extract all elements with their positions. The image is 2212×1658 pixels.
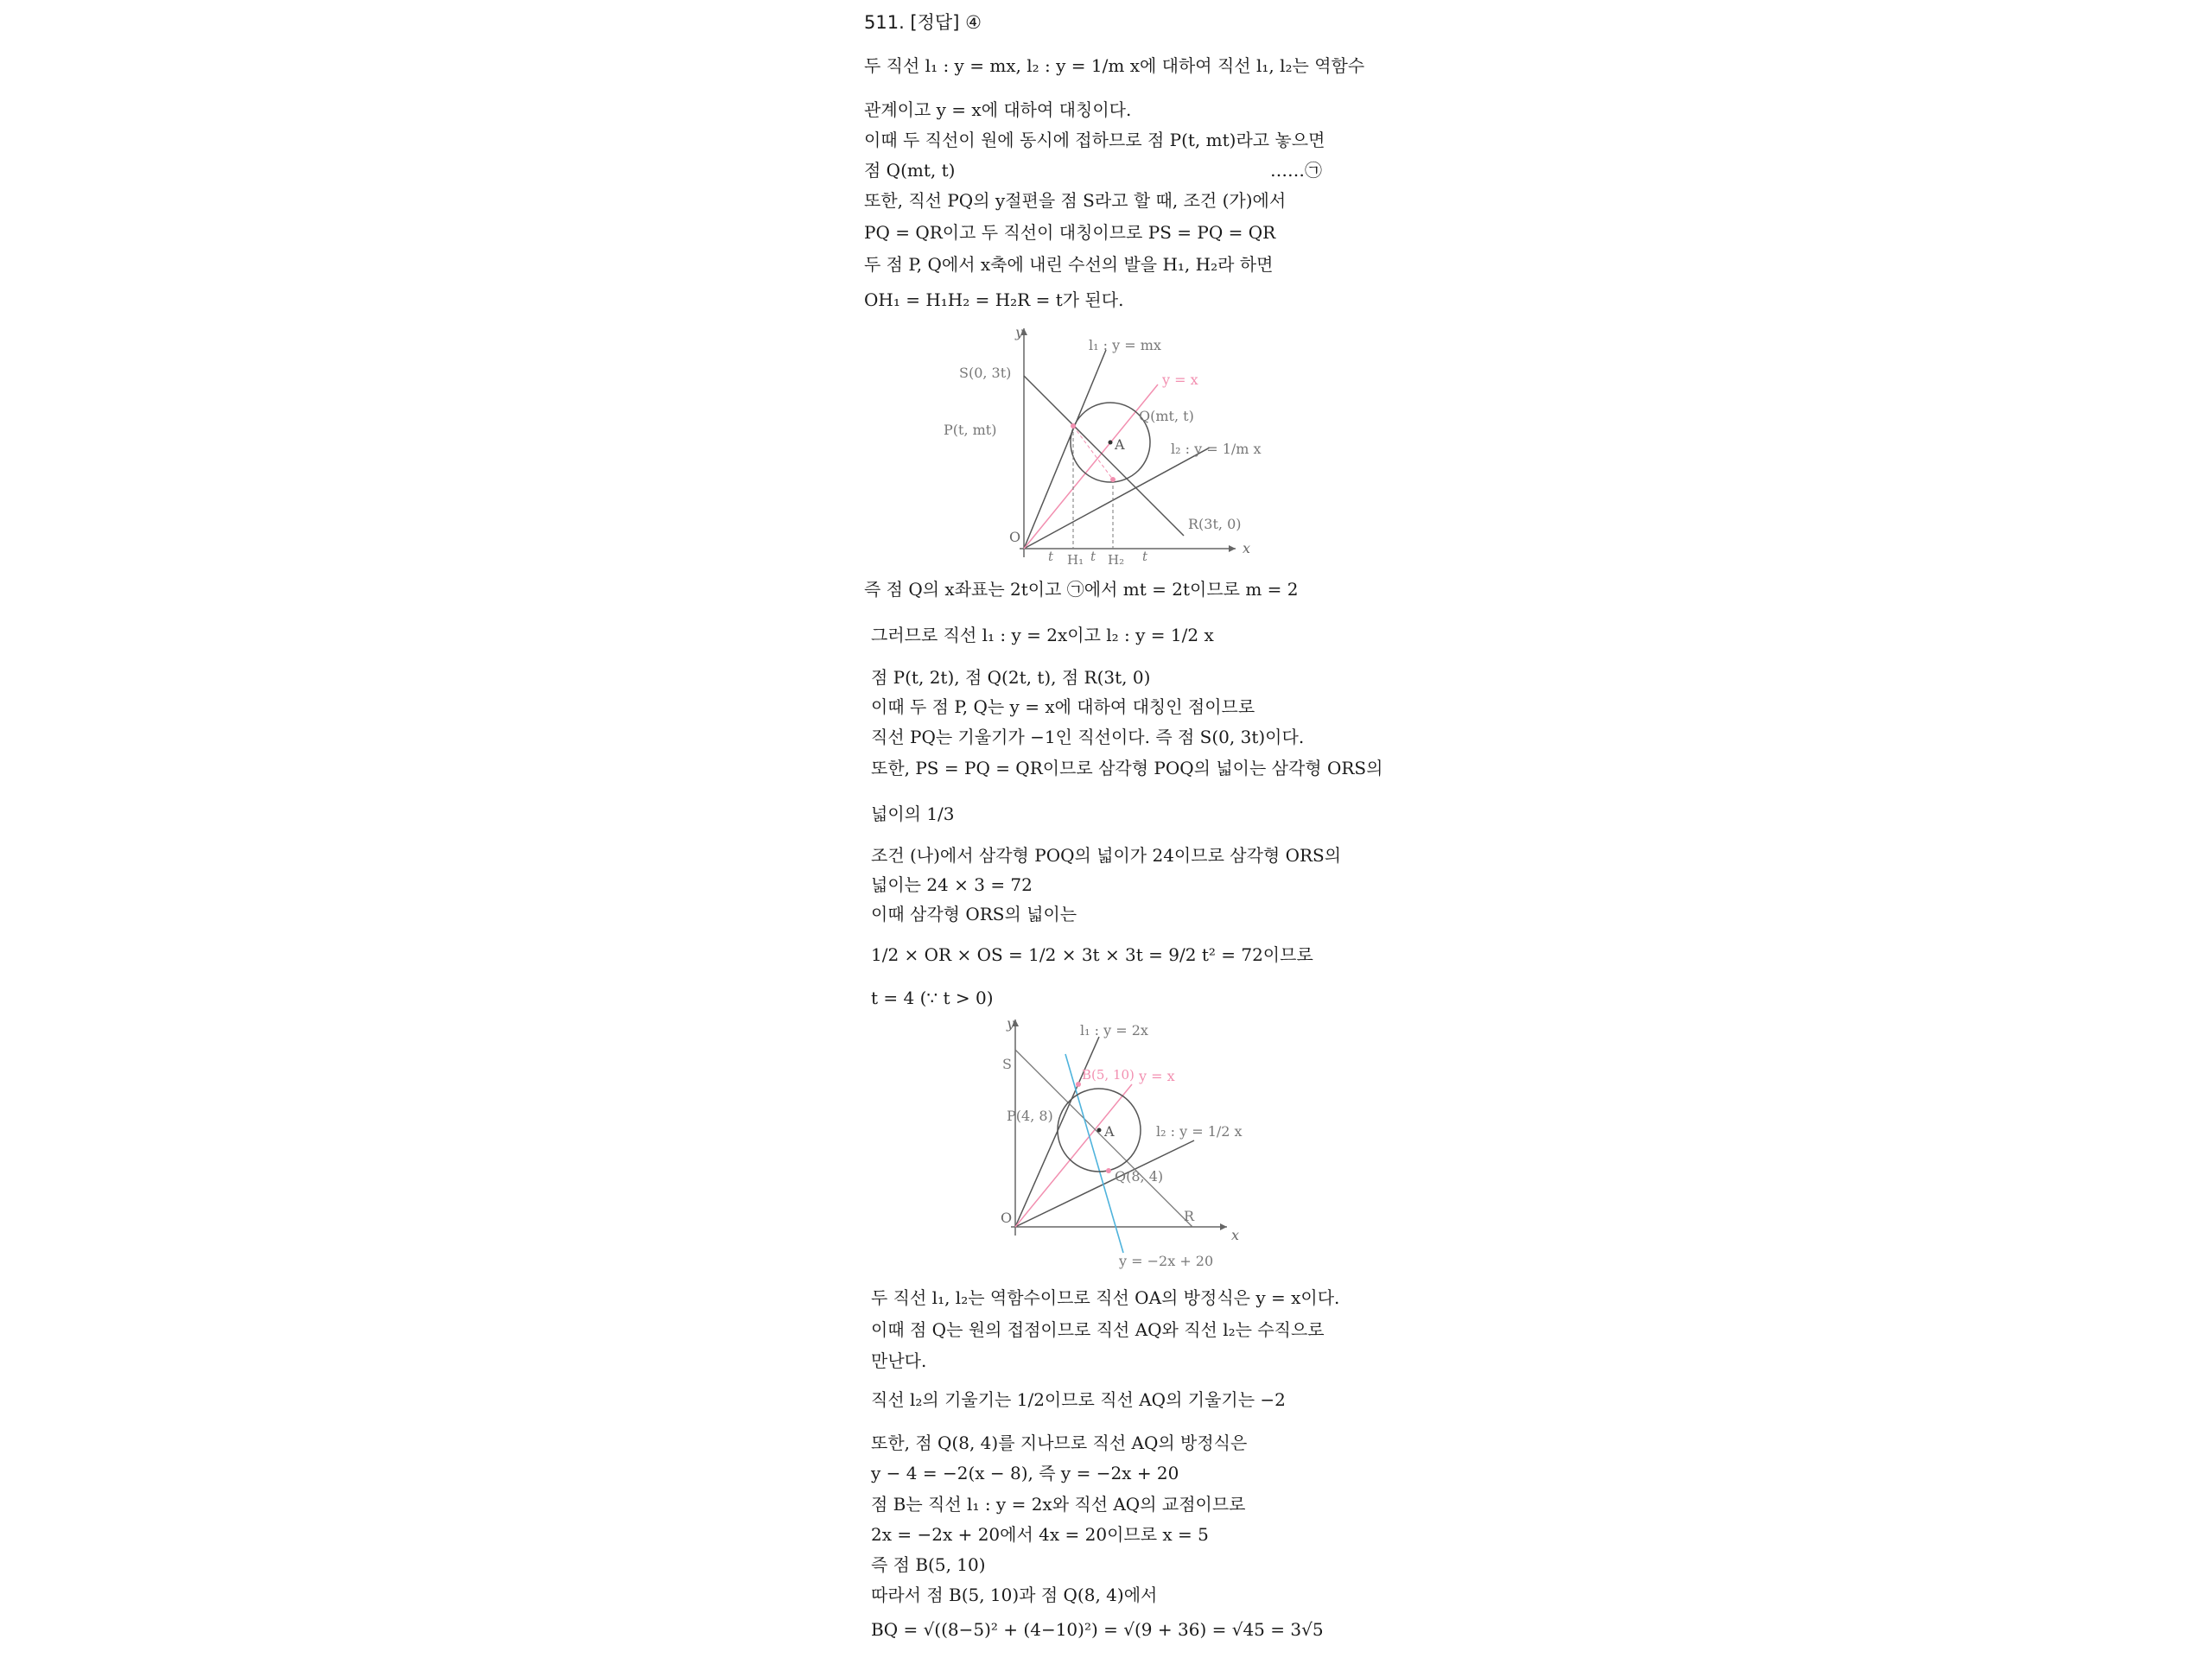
pink-dash-pq bbox=[1073, 426, 1113, 480]
line-aq-blue bbox=[1065, 1054, 1123, 1253]
text-line-21-real: 두 직선 l₁, l₂는 역함수이므로 직선 OA의 방정식은 y = x이다. bbox=[871, 1287, 1340, 1308]
point-r-label: R(3t, 0) bbox=[1188, 516, 1242, 532]
text-line-25: 또한, 점 Q(8, 4)를 지나므로 직선 AQ의 방정식은 bbox=[871, 1432, 1248, 1453]
text-line-13: 직선 PQ는 기울기가 −1인 직선이다. 즉 점 S(0, 3t)이다. bbox=[871, 727, 1305, 747]
x-axis-label: x bbox=[1231, 1227, 1240, 1243]
text-line-23: 만난다. bbox=[871, 1350, 927, 1371]
point-p-dot bbox=[1071, 423, 1076, 429]
equation-ref-mark: ……㉠ bbox=[1270, 160, 1322, 181]
text-line-8: OH₁ = H₁H₂ = H₂R = t가 된다. bbox=[864, 289, 1124, 310]
point-s-label: S(0, 3t) bbox=[959, 365, 1012, 381]
text-line-31: BQ = √((8−5)² + (4−10)²) = √(9 + 36) = √45 = 3√5 bbox=[871, 1619, 1324, 1640]
text-line-5: 또한, 직선 PQ의 y절편을 점 S라고 할 때, 조건 (가)에서 bbox=[864, 190, 1287, 211]
text-line-18: 이때 삼각형 ORS의 넓이는 bbox=[871, 904, 1077, 924]
x-axis-arrow-icon bbox=[1220, 1223, 1227, 1230]
text-line-27: 점 B는 직선 l₁ : y = 2x와 직선 AQ의 교점이므로 bbox=[871, 1494, 1246, 1515]
center-a-dot bbox=[1097, 1128, 1102, 1133]
x-axis-arrow-icon bbox=[1229, 545, 1236, 552]
text-line-15: 넓이의 1/3 bbox=[871, 804, 955, 824]
point-q-label: Q(mt, t) bbox=[1139, 408, 1194, 424]
text-line-26: y − 4 = −2(x − 8), 즉 y = −2x + 20 bbox=[871, 1463, 1179, 1483]
x-axis-label: x bbox=[1243, 540, 1251, 556]
text-line-16: 조건 (나)에서 삼각형 POQ의 넓이가 24이므로 삼각형 ORS의 bbox=[871, 845, 1342, 866]
t-label-1: t bbox=[1048, 549, 1054, 564]
text-line-1: 두 직선 l₁ : y = mx, l₂ : y = 1/m x에 대하여 직선 l₁, l₂는 역함수 bbox=[864, 55, 1365, 76]
text-line-19: 1/2 × OR × OS = 1/2 × 3t × 3t = 9/2 t² = 72이므로 bbox=[871, 944, 1313, 965]
y-axis-label: y bbox=[1007, 1015, 1015, 1032]
y-axis-label: y bbox=[1015, 324, 1024, 340]
text-line-24: 직선 l₂의 기울기는 1/2이므로 직선 AQ의 기울기는 −2 bbox=[871, 1389, 1286, 1410]
origin-label: O bbox=[1009, 529, 1021, 545]
y-equals-x-label: y = x bbox=[1162, 372, 1198, 388]
text-line-17: 넓이는 24 × 3 = 72 bbox=[871, 874, 1033, 895]
text-line-6: PQ = QR이고 두 직선이 대칭이므로 PS = PQ = QR bbox=[864, 222, 1276, 243]
point-p-label: P(4, 8) bbox=[1007, 1108, 1053, 1124]
diagram-1-figure bbox=[942, 324, 1313, 566]
h2-label: H₂ bbox=[1108, 552, 1125, 566]
center-a-dot bbox=[1109, 441, 1113, 445]
line-l1 bbox=[1024, 350, 1106, 549]
point-q-dot bbox=[1106, 1168, 1111, 1173]
line-y-equals-x bbox=[1015, 1084, 1132, 1227]
point-q-label: Q(8, 4) bbox=[1115, 1168, 1164, 1185]
line-aq-label: y = −2x + 20 bbox=[1119, 1253, 1214, 1269]
text-line-20: t = 4 (∵ t > 0) bbox=[871, 988, 994, 1008]
text-line-9: 즉 점 Q의 x좌표는 2t이고 ㉠에서 mt = 2t이므로 m = 2 bbox=[864, 579, 1299, 600]
t-label-3: t bbox=[1142, 549, 1148, 564]
text-line-22: 이때 점 Q는 원의 접점이므로 직선 AQ와 직선 l₂는 수직으로 bbox=[871, 1319, 1325, 1340]
text-line-30: 따라서 점 B(5, 10)과 점 Q(8, 4)에서 bbox=[871, 1585, 1158, 1605]
h1-label: H₁ bbox=[1067, 552, 1084, 566]
point-b-dot bbox=[1076, 1082, 1081, 1087]
text-line-2: 관계이고 y = x에 대하여 대칭이다. bbox=[864, 99, 1132, 120]
text-line-3: 이때 두 직선이 원에 동시에 접하므로 점 P(t, mt)라고 놓으면 bbox=[864, 130, 1325, 150]
l1-label: l₁ : y = mx bbox=[1089, 337, 1161, 353]
point-r-label: R bbox=[1184, 1208, 1195, 1224]
point-p-label: P(t, mt) bbox=[944, 422, 997, 438]
y-equals-x-label: y = x bbox=[1139, 1068, 1175, 1084]
text-line-14: 또한, PS = PQ = QR이므로 삼각형 POQ의 넓이는 삼각형 ORS의 bbox=[871, 758, 1383, 778]
text-line-4: 점 Q(mt, t) bbox=[864, 160, 956, 181]
point-q-dot bbox=[1110, 477, 1116, 482]
line-qr bbox=[1149, 501, 1184, 536]
point-s-label: S bbox=[1002, 1056, 1012, 1072]
text-line-12: 이때 두 점 P, Q는 y = x에 대하여 대칭인 점이므로 bbox=[871, 696, 1255, 717]
text-line-28: 2x = −2x + 20에서 4x = 20이므로 x = 5 bbox=[871, 1524, 1209, 1545]
l1-label: l₁ : y = 2x bbox=[1080, 1022, 1148, 1039]
line-l2 bbox=[1015, 1140, 1194, 1227]
text-line-10: 그러므로 직선 l₁ : y = 2x이고 l₂ : y = 1/2 x bbox=[871, 625, 1214, 645]
diagram-2-figure bbox=[950, 1015, 1322, 1274]
line-y-equals-x bbox=[1024, 384, 1158, 549]
t-label-2: t bbox=[1090, 549, 1096, 564]
text-line-29: 즉 점 B(5, 10) bbox=[871, 1554, 986, 1575]
origin-label: O bbox=[1001, 1210, 1013, 1226]
center-a-label: A bbox=[1104, 1123, 1115, 1140]
l2-label: l₂ : y = 1/2 x bbox=[1156, 1123, 1243, 1140]
problem-header: 511. [정답] ④ bbox=[864, 12, 982, 33]
point-b-label: B(5, 10) bbox=[1082, 1067, 1135, 1083]
line-pq bbox=[1024, 376, 1149, 501]
text-line-7: 두 점 P, Q에서 x축에 내린 수선의 발을 H₁, H₂라 하면 bbox=[864, 254, 1274, 275]
center-a-label: A bbox=[1115, 436, 1125, 453]
text-line-11: 점 P(t, 2t), 점 Q(2t, t), 점 R(3t, 0) bbox=[871, 667, 1151, 688]
l2-label: l₂ : y = 1/m x bbox=[1171, 441, 1262, 457]
